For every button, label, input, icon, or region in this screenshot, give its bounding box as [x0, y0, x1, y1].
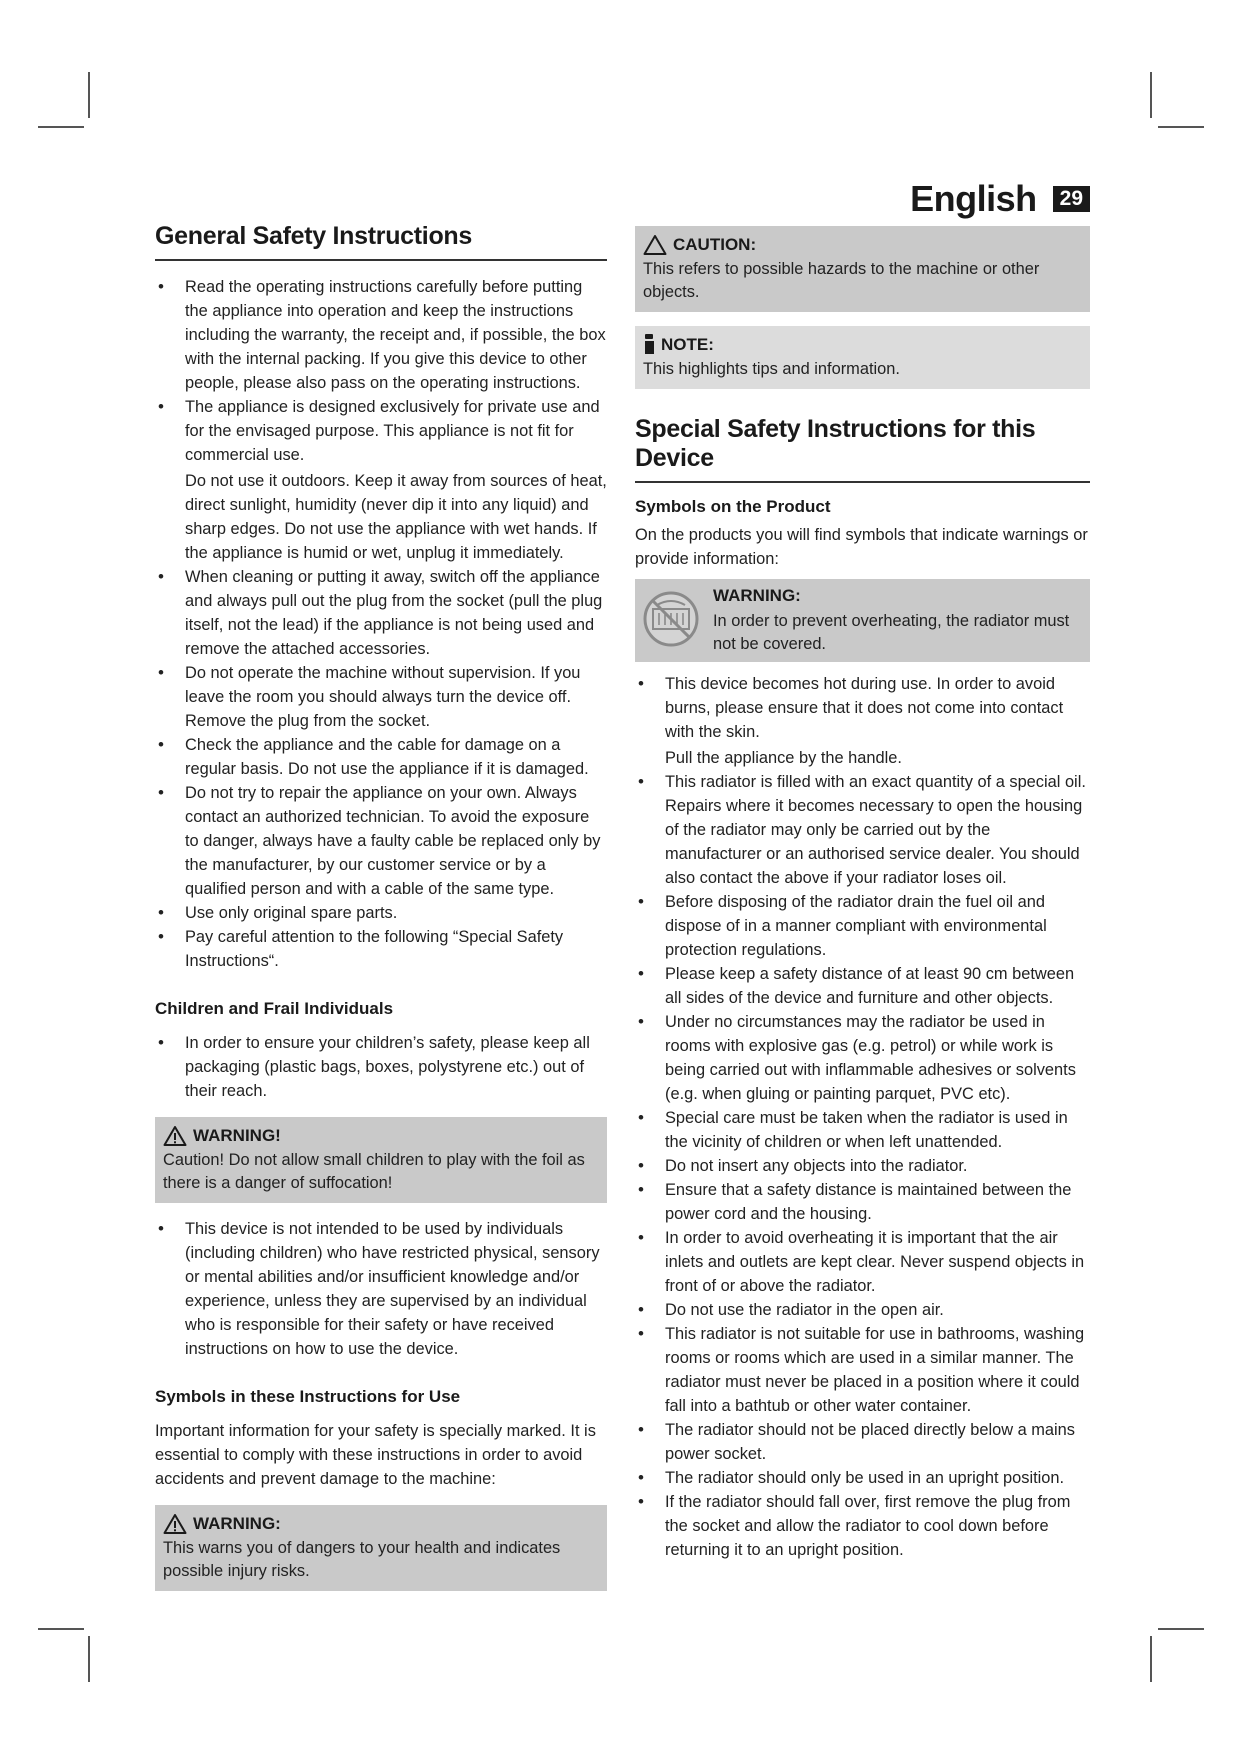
list-item-paragraph: • If the radiator should fall over, first remove the plug from the socket and allow the radiator to cool down before returning it to an upright position.: [665, 1493, 1071, 1559]
list-item: [155, 275, 607, 395]
right-column: [635, 226, 1090, 1562]
list-item: [635, 1418, 1090, 1466]
note-title: NOTE:: [661, 335, 714, 354]
list-item: [635, 770, 1090, 890]
symbols-warning-title-row: [163, 1511, 599, 1537]
list-item: [635, 1154, 1090, 1178]
list-item-paragraph: • The radiator should only be used in an upright position.: [665, 1469, 1065, 1487]
list-item-paragraph: • Read the operating instructions carefully before putting the appliance into operation and keep the instructions including the warranty, the receipt and, if possible, the box with the internal packing. If you give this device to other people, please also pass on the operating instructions.: [185, 278, 606, 392]
list-item-paragraph: • Do not use the radiator in the open air.: [665, 1301, 944, 1319]
list-item-paragraph: • This radiator is filled with an exact quantity of a special oil. Repairs where it becomes necessary to open the housing of the radiator may only be carried out by the manufacturer or an authorised service dealer. You should also contact the above if your radiator loses oil.: [665, 773, 1086, 887]
symbols-heading: Symbols in these Instructions for Use: [155, 1387, 461, 1406]
list-item-paragraph: Pull the appliance by the handle.: [665, 749, 902, 767]
symbols-warning-title: WARNING:: [193, 1514, 281, 1533]
caution-triangle-icon: [643, 234, 667, 256]
list-item-paragraph: • Special care must be taken when the radiator is used in the vicinity of children or when left unattended.: [665, 1109, 1068, 1151]
product-warning-body: [713, 583, 1082, 656]
general-safety-heading: General Safety Instructions: [155, 222, 607, 261]
product-symbols-text: On the products you will find symbols that indicate warnings or provide information:: [635, 526, 1088, 568]
list-item: [155, 1217, 607, 1361]
product-symbols-heading: Symbols on the Product: [635, 497, 831, 516]
list-item: [155, 901, 607, 925]
general-safety-list: [155, 275, 607, 973]
caution-box: [635, 226, 1090, 312]
left-column: [155, 222, 607, 1605]
note-text: This highlights tips and information.: [643, 360, 900, 378]
children-warning-text: Caution! Do not allow small children to play with the foil as there is a danger of suffocation!: [163, 1151, 585, 1192]
note-title-row: [643, 332, 1082, 358]
special-safety-list: [635, 672, 1090, 1562]
symbols-warning-text: This warns you of dangers to your health and indicates possible injury risks.: [163, 1539, 561, 1580]
list-item: [155, 925, 607, 973]
list-item-paragraph: • Please keep a safety distance of at least 90 cm between all sides of the device and furniture and other objects.: [665, 965, 1075, 1007]
note-box: [635, 326, 1090, 389]
list-item-paragraph: • Under no circumstances may the radiator be used in rooms with explosive gas (e.g. petrol) or while work is being carried out with inflammable adhesives or solvents (e.g. when gluing or painting parquet, PVC etc).: [665, 1013, 1076, 1103]
list-item: [155, 733, 607, 781]
list-item-paragraph: • This device is not intended to be used by individuals (including children) who have restricted physical, sensory or mental abilities and/or insufficient knowledge and/or experience, unless they are supervised by an individual who is responsible for their safety or have received instructions on how to use the device.: [185, 1220, 600, 1358]
list-item: [155, 395, 607, 565]
list-item: [635, 1322, 1090, 1418]
list-item-paragraph: • Before disposing of the radiator drain the fuel oil and dispose of in a manner compliant with environmental protection regulations.: [665, 893, 1047, 959]
list-item: [635, 672, 1090, 770]
crop-mark: [1150, 72, 1152, 118]
list-item: [635, 1178, 1090, 1226]
children-warning-title: WARNING!: [193, 1126, 281, 1145]
list-item-paragraph: • Use only original spare parts.: [185, 904, 398, 922]
page-language: English: [910, 178, 1037, 219]
children-list-2: [155, 1217, 607, 1361]
crop-mark: [38, 126, 84, 128]
caution-title: CAUTION:: [673, 235, 757, 254]
list-item: [635, 1226, 1090, 1298]
list-item: [635, 1490, 1090, 1562]
special-safety-heading: Special Safety Instructions for this Device: [635, 415, 1090, 483]
children-warning-box: [155, 1117, 607, 1203]
crop-mark: [88, 72, 90, 118]
crop-mark: [1158, 126, 1204, 128]
list-item-paragraph: Do not use it outdoors. Keep it away from sources of heat, direct sunlight, humidity (never dip it into any liquid) and sharp edges. Do not use the appliance with wet hands. If the appliance is humid or wet, unplug it immediately.: [185, 472, 607, 562]
product-warning-box: [635, 579, 1090, 662]
crop-mark: [1150, 1636, 1152, 1682]
list-item-paragraph: • In order to avoid overheating it is important that the air inlets and outlets are kept clear. Never suspend objects in front of or above the radiator.: [665, 1229, 1085, 1295]
list-item: [635, 1298, 1090, 1322]
crop-mark: [1158, 1628, 1204, 1630]
list-item: [155, 565, 607, 661]
list-item: [155, 781, 607, 901]
caution-text: This refers to possible hazards to the machine or other objects.: [643, 260, 1040, 301]
list-item-paragraph: • Do not operate the machine without supervision. If you leave the room you should always turn the device off. Remove the plug from the socket.: [185, 664, 581, 730]
info-icon: [643, 334, 655, 356]
children-list: [155, 1031, 607, 1103]
list-item: [635, 1466, 1090, 1490]
page-number: 29: [1053, 186, 1090, 212]
list-item-paragraph: • The appliance is designed exclusively for private use and for the envisaged purpose. This appliance is not fit for commercial use.: [185, 398, 600, 464]
children-heading: Children and Frail Individuals: [155, 999, 394, 1018]
list-item: [635, 1010, 1090, 1106]
list-item-paragraph: • Do not insert any objects into the radiator.: [665, 1157, 968, 1175]
product-warning-text: In order to prevent overheating, the radiator must not be covered.: [713, 612, 1070, 653]
product-warning-title: WARNING:: [713, 586, 801, 605]
list-item-paragraph: • In order to ensure your children’s safety, please keep all packaging (plastic bags, boxes, polystyrene etc.) out of their reach.: [185, 1034, 590, 1100]
symbols-text: Important information for your safety is specially marked. It is essential to comply with these instructions in order to avoid accidents and prevent damage to the machine:: [155, 1422, 596, 1488]
list-item-paragraph: • This radiator is not suitable for use in bathrooms, washing rooms or rooms which are used in a similar manner. The radiator must never be placed in a position where it could fall into a bathtub or other water container.: [665, 1325, 1085, 1415]
list-item-paragraph: • Do not try to repair the appliance on your own. Always contact an authorized technician. To avoid the exposure to danger, always have a faulty cable be replaced only by the manufacturer, by our customer service or by a qualified person and with a cable of the same type.: [185, 784, 601, 898]
list-item-paragraph: • Pay careful attention to the following “Special Safety Instructions“.: [185, 928, 564, 970]
caution-title-row: [643, 232, 1082, 258]
page-header: [910, 176, 1090, 222]
list-item-paragraph: • Check the appliance and the cable for damage on a regular basis. Do not use the appliance if it is damaged.: [185, 736, 589, 778]
warning-triangle-icon: [163, 1125, 187, 1147]
list-item: [635, 962, 1090, 1010]
children-warning-title-row: [163, 1123, 599, 1149]
warning-triangle-icon: [163, 1513, 187, 1535]
list-item: [635, 890, 1090, 962]
list-item-paragraph: • When cleaning or putting it away, switch off the appliance and always pull out the plug from the socket (pull the plug itself, not the lead) if the appliance is not being used and remove the attached accessories.: [185, 568, 603, 658]
list-item-paragraph: • The radiator should not be placed directly below a mains power socket.: [665, 1421, 1075, 1463]
list-item-paragraph: • Ensure that a safety distance is maintained between the power cord and the housing.: [665, 1181, 1072, 1223]
list-item: [155, 1031, 607, 1103]
list-item-paragraph: • This device becomes hot during use. In order to avoid burns, please ensure that it does not come into contact with the skin.: [665, 675, 1064, 741]
do-not-cover-icon: [639, 583, 703, 653]
crop-mark: [38, 1628, 84, 1630]
crop-mark: [88, 1636, 90, 1682]
list-item: [635, 1106, 1090, 1154]
symbols-warning-box: [155, 1505, 607, 1591]
list-item: [155, 661, 607, 733]
